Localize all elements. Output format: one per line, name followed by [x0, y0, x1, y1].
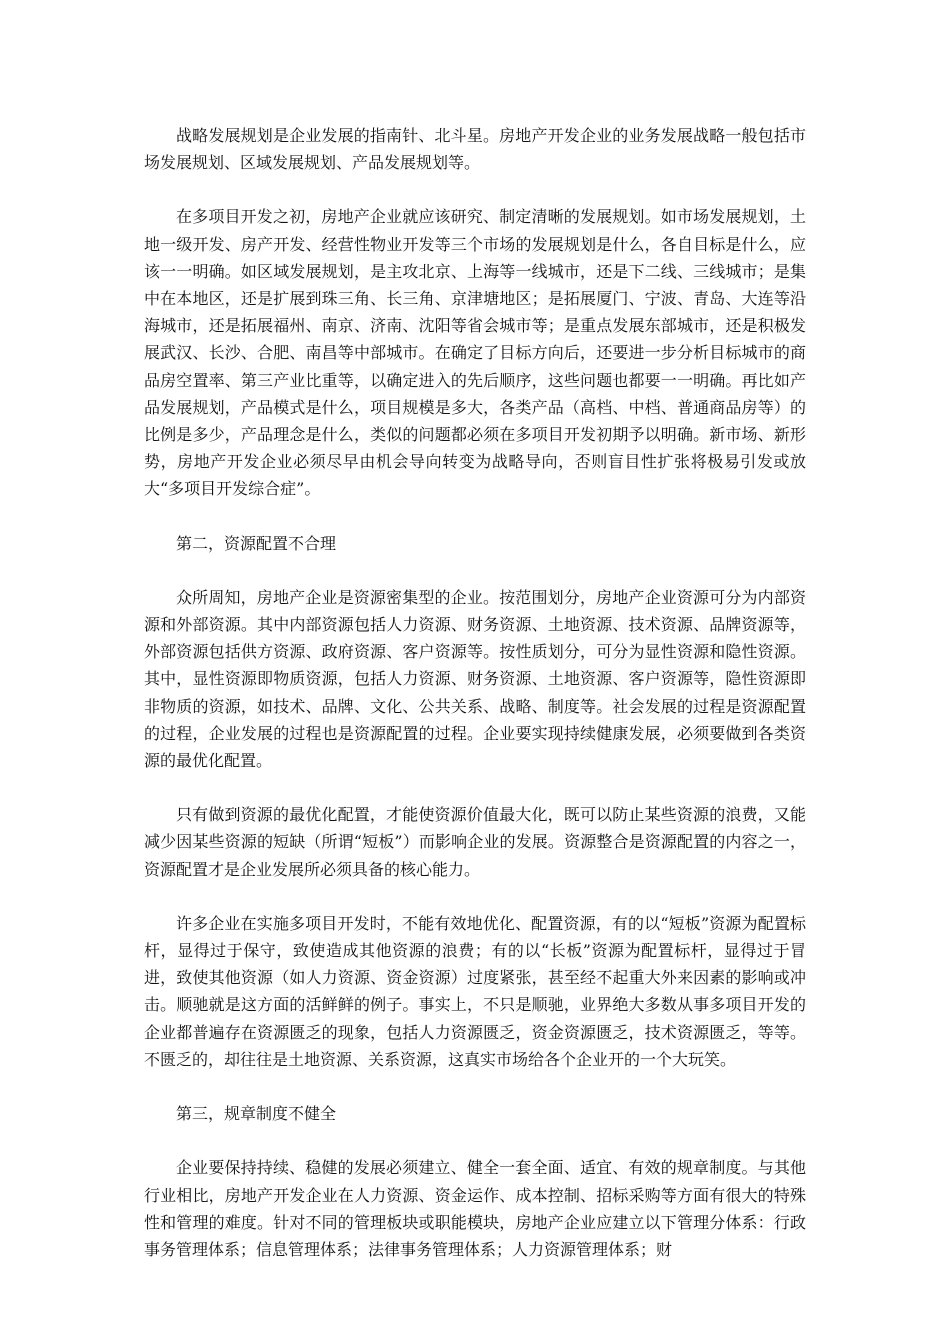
paragraph-development-planning: 在多项目开发之初，房地产企业就应该研究、制定清晰的发展规划。如市场发展规划，土地一级开发、房产开发、经营性物业开发等三个市场的发展规划是什么，各自目标是什么，应该一一明确。如区域发展规划，是主攻北京、上海等一线城市，还是下二线、三线城市；是集中在本地区，还是扩展到珠三角、长三角、京津塘地区；是拓展厦门、宁波、青岛、大连等沿海城市，还是拓展福州、南京、济南、沈阳等省会城市等；是重点发展东部城市，还是积极发展武汉、长沙、合肥、南昌等中部城市。在确定了目标方向后，还要进一步分析目标城市的商品房空置率、第三产业比重等，以确定进入的先后顺序，这些问题也都要一一明确。再比如产品发展规划，产品模式是什么，项目规模是多大，各类产品（高档、中档、普通商品房等）的比例是多少，产品理念是什么，类似的问题都必须在多项目开发初期予以明确。新市场、新形势，房地产开发企业必须尽早由机会导向转变为战略导向，否则盲目性扩张将极易引发或放大“多项目开发综合症”。: [144, 207, 806, 499]
paragraph-management-systems: 企业要保持持续、稳健的发展必须建立、健全一套全面、适宜、有效的规章制度。与其他行业相比，房地产开发企业在人力资源、资金运作、成本控制、招标采购等方面有很大的特殊性和管理的难度。针对不同的管理板块或职能模块，房地产企业应建立以下管理分体系：行政事务管理体系；信息管理体系；法律事务管理体系；人力资源管理体系；财: [144, 1158, 806, 1259]
section-heading-resource-allocation: 第二，资源配置不合理: [176, 533, 337, 553]
document-body: [144, 122, 806, 1290]
paragraph-resource-optimization: 只有做到资源的最优化配置，才能使资源价值最大化，既可以防止某些资源的浪费，又能减少因某些资源的短缺（所谓“短板”）而影响企业的发展。资源整合是资源配置的内容之一，资源配置才是企业发展所必须具备的核心能力。: [144, 805, 806, 879]
paragraph-strategy-intro: 战略发展规划是企业发展的指南针、北斗星。房地产开发企业的业务发展战略一般包括市场发展规划、区域发展规划、产品发展规划等。: [144, 126, 806, 173]
section-heading-regulations: 第三，规章制度不健全: [176, 1104, 337, 1124]
paragraph-resource-types: 众所周知，房地产企业是资源密集型的企业。按范围划分，房地产企业资源可分为内部资源和外部资源。其中内部资源包括人力资源、财务资源、土地资源、技术资源、品牌资源等，外部资源包括供方资源、政府资源、客户资源等。按性质划分，可分为显性资源和隐性资源。其中，显性资源即物质资源，包括人力资源、财务资源、土地资源、客户资源等，隐性资源即非物质的资源，如技术、品牌、文化、公共关系、战略、制度等。社会发展的过程是资源配置的过程，企业发展的过程也是资源配置的过程。企业要实现持续健康发展，必须要做到各类资源的最优化配置。: [144, 587, 806, 771]
paragraph-resource-shortage: 许多企业在实施多项目开发时，不能有效地优化、配置资源，有的以“短板”资源为配置标杆，显得过于保守，致使造成其他资源的浪费；有的以“长板”资源为配置标杆，显得过于冒进，致使其他资源（如人力资源、资金资源）过度紧张，甚至经不起重大外来因素的影响或冲击。顺驰就是这方面的活鲜鲜的例子。事实上，不只是顺驰，业界绝大多数从事多项目开发的企业都普遍存在资源匮乏的现象，包括人力资源匮乏，资金资源匮乏，技术资源匮乏，等等。不匮乏的，却往往是土地资源、关系资源，这真实市场给各个企业开的一个大玩笑。: [144, 913, 806, 1069]
